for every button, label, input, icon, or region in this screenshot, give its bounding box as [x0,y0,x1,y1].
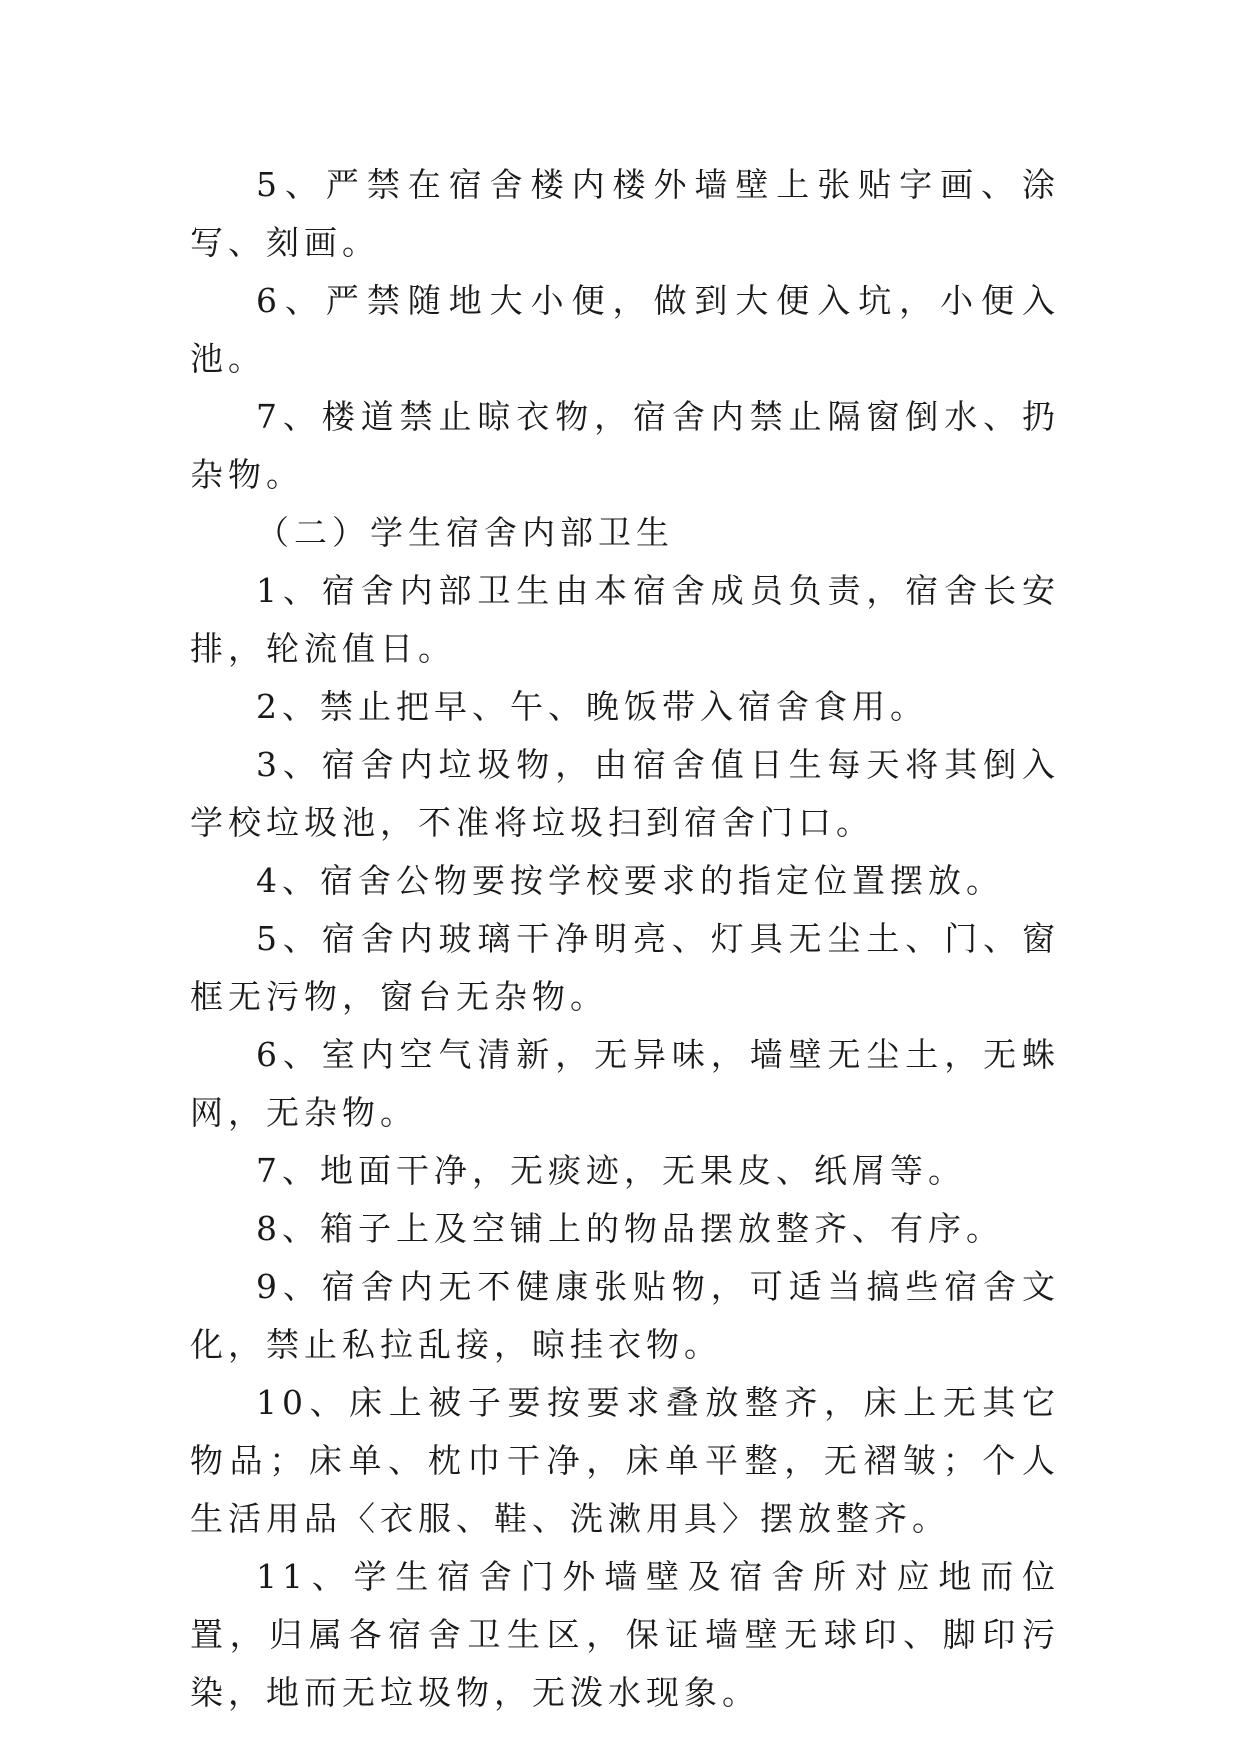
paragraph: 2、禁止把早、午、晚饭带入宿舍食用。 [256,687,928,726]
paragraph: 4、宿舍公物要按学校要求的指定位置摆放。 [256,861,1004,900]
paragraph: 8、箱子上及空铺上的物品摆放整齐、有序。 [256,1209,1004,1248]
paragraph: 5、严禁在宿舍楼内楼外墙壁上张贴字画、涂写、刻画。 [190,165,1060,262]
paragraph: 1、宿舍内部卫生由本宿舍成员负责，宿舍长安排，轮流值日。 [190,571,1060,668]
section-heading: （二）学生宿舍内部卫生 [256,513,674,552]
paragraph: 9、宿舍内无不健康张贴物，可适当搞些宿舍文化，禁止私拉乱接，晾挂衣物。 [190,1267,1060,1364]
paragraph: 11、学生宿舍门外墙壁及宿舍所对应地而位置，归属各宿舍卫生区，保证墙壁无球印、脚印污染，地而无垃圾物，无泼水现象。 [190,1557,1060,1712]
document-body [190,156,1060,1722]
paragraph: 7、地面干净，无痰迹，无果皮、纸屑等。 [256,1151,966,1190]
paragraph: 5、宿舍内玻璃干净明亮、灯具无尘土、门、窗框无污物，窗台无杂物。 [190,919,1060,1016]
paragraph: 3、宿舍内垃圾物，由宿舍值日生每天将其倒入学校垃圾池，不准将垃圾扫到宿舍门口。 [190,745,1060,842]
paragraph: 6、严禁随地大小便，做到大便入坑，小便入池。 [190,281,1060,378]
paragraph: 6、室内空气清新，无异味，墙壁无尘土，无蛛网，无杂物。 [190,1035,1060,1132]
paragraph: 10、床上被子要按要求叠放整齐，床上无其它物品；床单、枕巾干净，床单平整，无褶皱；个人生活用品〈衣服、鞋、洗漱用具〉摆放整齐。 [190,1383,1060,1538]
paragraph: 7、楼道禁止晾衣物，宿舍内禁止隔窗倒水、扔杂物。 [190,397,1060,494]
